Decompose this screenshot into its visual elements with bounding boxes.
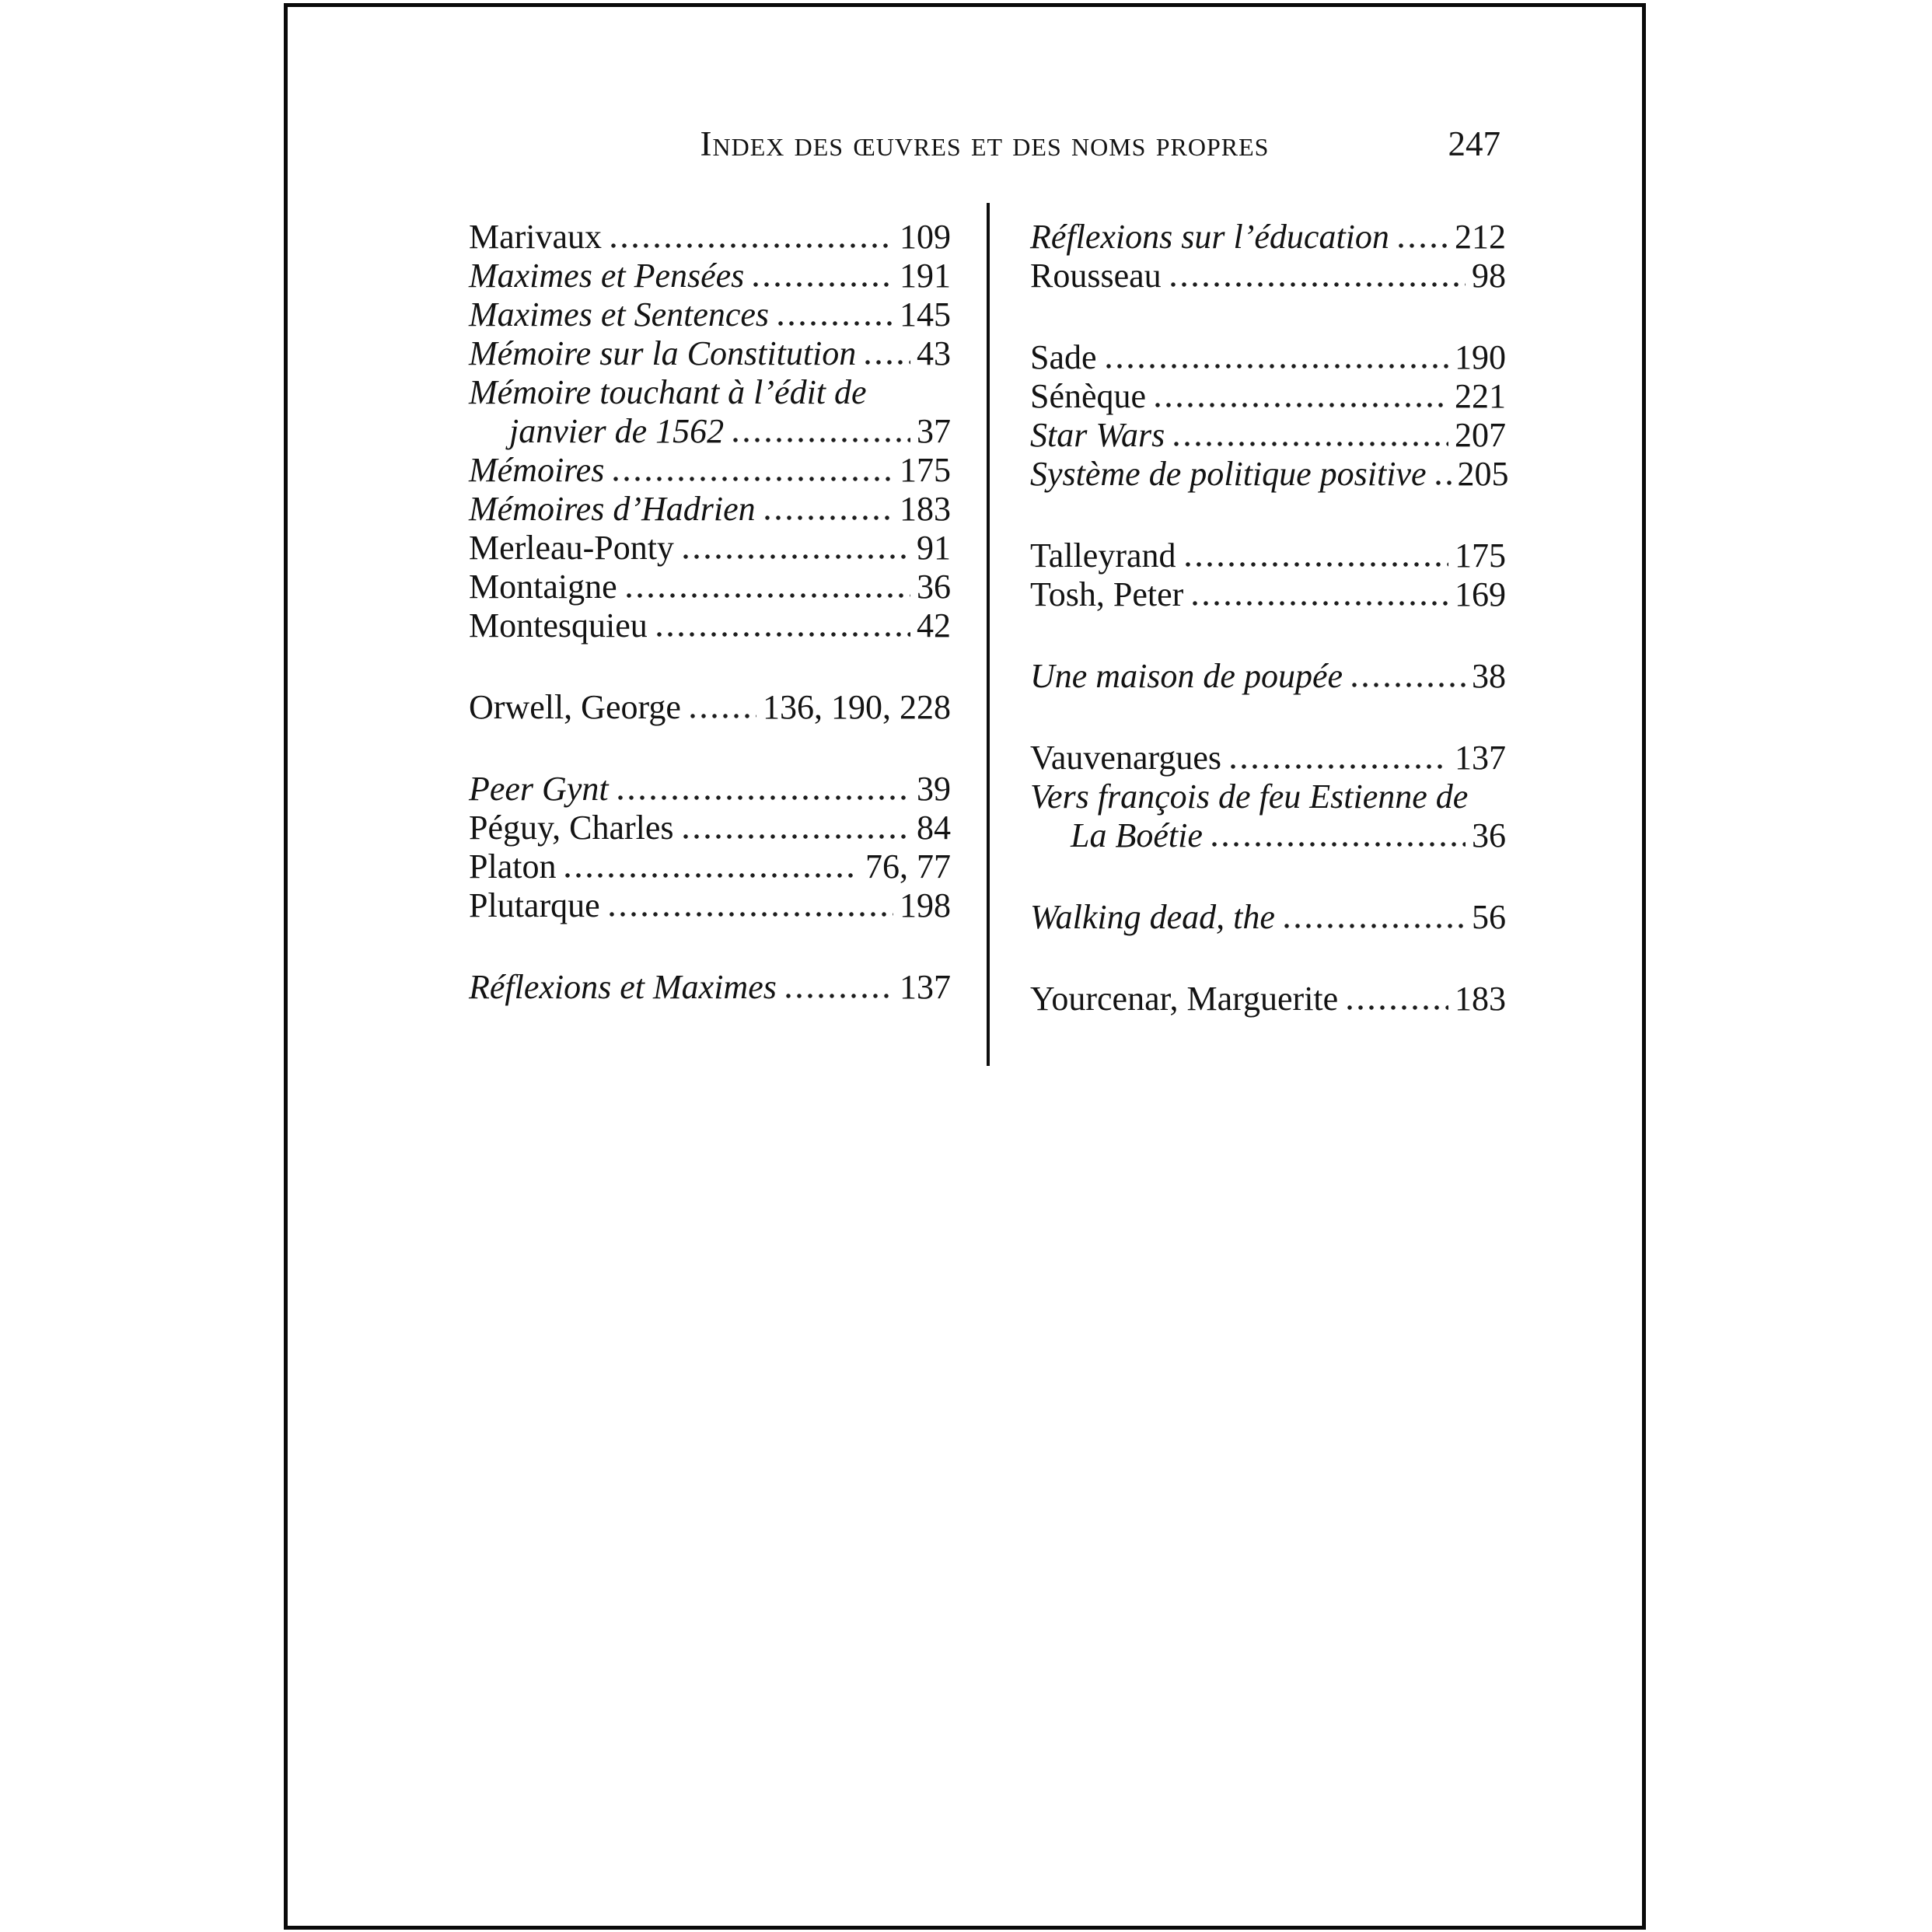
index-entry xyxy=(1030,575,1506,614)
entry-title: Montesquieu xyxy=(469,606,648,645)
index-entry xyxy=(469,334,951,373)
entry-title: Mémoire touchant à l’édit de xyxy=(469,373,867,411)
entry-title: Merleau-Ponty xyxy=(469,529,674,567)
leader-dots xyxy=(786,994,893,998)
entry-page-numbers: 169 xyxy=(1455,575,1506,613)
index-group xyxy=(1030,980,1506,1018)
index-group xyxy=(1030,536,1506,614)
entry-title: Montaigne xyxy=(469,568,617,606)
entry-title: Peer Gynt xyxy=(469,770,609,808)
entry-page-numbers: 145 xyxy=(900,295,951,334)
entry-title: Vers françois de feu Estienne de xyxy=(1030,777,1469,816)
entry-page-numbers: 109 xyxy=(900,218,951,256)
column-divider-rule xyxy=(987,203,990,1066)
leader-dots xyxy=(613,477,893,481)
entry-page-numbers: 56 xyxy=(1472,898,1506,936)
leader-dots xyxy=(1399,243,1448,248)
entry-title: Rousseau xyxy=(1030,257,1162,295)
entry-page-numbers: 221 xyxy=(1455,377,1506,415)
leader-dots xyxy=(1171,282,1466,287)
page-header xyxy=(469,124,1501,169)
entry-page-numbers: 91 xyxy=(917,529,951,567)
entry-page-numbers: 37 xyxy=(917,412,951,450)
index-entry xyxy=(469,529,951,568)
index-group xyxy=(1030,338,1509,494)
leader-dots xyxy=(683,554,910,559)
index-entry xyxy=(469,809,951,847)
leader-dots xyxy=(1231,764,1448,769)
index-group xyxy=(469,688,951,727)
leader-dots xyxy=(1284,924,1466,928)
index-entry xyxy=(1030,739,1506,777)
index-entry xyxy=(469,770,951,809)
entry-title: Star Wars xyxy=(1030,416,1165,454)
index-column-left xyxy=(469,218,951,1007)
index-column-right xyxy=(1030,218,1509,1018)
index-entry xyxy=(469,295,951,334)
entry-title: Platon xyxy=(469,847,557,886)
entry-page-numbers: 198 xyxy=(900,886,951,924)
leader-dots xyxy=(627,593,910,598)
entry-page-numbers: 190 xyxy=(1455,338,1506,376)
entry-title: Sénèque xyxy=(1030,377,1147,415)
leader-dots xyxy=(733,438,910,442)
entry-title: Mémoires d’Hadrien xyxy=(469,490,756,528)
leader-dots xyxy=(565,873,859,878)
entry-page-numbers: 43 xyxy=(917,334,951,372)
entry-page-numbers: 137 xyxy=(900,968,951,1006)
entry-title: Marivaux xyxy=(469,218,603,256)
entry-title: Réflexions sur l’éducation xyxy=(1030,218,1389,256)
entry-title: Plutarque xyxy=(469,886,600,924)
leader-dots xyxy=(1436,480,1452,485)
leader-dots xyxy=(610,912,893,917)
index-entry xyxy=(469,451,951,490)
index-entry xyxy=(1030,898,1506,937)
index-entry xyxy=(1030,777,1506,816)
page-number: 247 xyxy=(1448,124,1501,163)
entry-title: Yourcenar, Marguerite xyxy=(1030,980,1339,1018)
index-columns xyxy=(469,218,1511,1112)
index-entry xyxy=(469,847,951,886)
leader-dots xyxy=(611,243,893,248)
leader-dots xyxy=(683,834,910,839)
leader-dots xyxy=(1155,403,1448,407)
index-entry xyxy=(1030,980,1506,1018)
entry-title: Une maison de poupée xyxy=(1030,657,1343,695)
leader-dots xyxy=(1174,442,1448,446)
index-entry xyxy=(1030,338,1506,377)
entry-page-numbers: 136, 190, 228 xyxy=(763,688,951,726)
entry-title: Orwell, George xyxy=(469,688,681,726)
entry-page-numbers: 183 xyxy=(900,490,951,528)
leader-dots xyxy=(618,795,910,800)
index-entry xyxy=(469,490,951,529)
entry-page-numbers: 175 xyxy=(900,451,951,489)
index-group xyxy=(1030,898,1506,937)
entry-page-numbers: 137 xyxy=(1455,739,1506,777)
leader-dots xyxy=(1106,364,1448,369)
index-group xyxy=(469,968,951,1007)
entry-title: Maximes et Pensées xyxy=(469,257,745,295)
leader-dots xyxy=(657,632,910,637)
entry-page-numbers: 76, 77 xyxy=(865,847,951,886)
entry-page-numbers: 191 xyxy=(900,257,951,295)
leader-dots xyxy=(1212,842,1466,847)
leader-dots xyxy=(765,515,893,520)
leader-dots xyxy=(690,714,756,718)
entry-title: Walking dead, the xyxy=(1030,898,1275,936)
entry-title: Réflexions et Maximes xyxy=(469,968,777,1006)
index-entry xyxy=(469,218,951,257)
index-entry xyxy=(469,606,951,645)
index-group xyxy=(1030,739,1506,855)
entry-page-numbers: 98 xyxy=(1472,257,1506,295)
entry-page-numbers: 212 xyxy=(1455,218,1506,256)
book-page xyxy=(284,3,1646,1930)
index-entry xyxy=(1030,816,1506,855)
entry-title: La Boétie xyxy=(1071,816,1203,854)
entry-title: Vauvenargues xyxy=(1030,739,1221,777)
entry-page-numbers: 38 xyxy=(1472,657,1506,695)
entry-page-numbers: 36 xyxy=(1472,816,1506,854)
index-entry xyxy=(1030,455,1509,494)
index-entry xyxy=(469,257,951,295)
index-entry xyxy=(469,886,951,925)
entry-title: Talleyrand xyxy=(1030,536,1176,575)
entry-title: Maximes et Sentences xyxy=(469,295,770,334)
index-entry xyxy=(1030,657,1506,696)
index-entry xyxy=(469,968,951,1007)
entry-page-numbers: 36 xyxy=(917,568,951,606)
entry-title: Système de politique positive xyxy=(1030,455,1427,493)
entry-title: Péguy, Charles xyxy=(469,809,674,847)
entry-title: janvier de 1562 xyxy=(509,412,725,450)
entry-page-numbers: 42 xyxy=(917,606,951,645)
leader-dots xyxy=(778,321,893,326)
index-entry xyxy=(1030,536,1506,575)
leader-dots xyxy=(1352,683,1466,687)
entry-page-numbers: 175 xyxy=(1455,536,1506,575)
leader-dots xyxy=(753,282,893,287)
index-entry xyxy=(469,688,951,727)
index-group xyxy=(1030,218,1506,295)
running-title: Index des œuvres et des noms propres xyxy=(700,124,1270,163)
index-group xyxy=(1030,657,1506,696)
index-entry xyxy=(469,568,951,606)
entry-title: Mémoires xyxy=(469,451,605,489)
leader-dots xyxy=(865,360,910,365)
index-entry xyxy=(1030,257,1506,295)
index-entry xyxy=(1030,218,1506,257)
entry-page-numbers: 207 xyxy=(1455,416,1506,454)
index-entry xyxy=(469,373,951,412)
index-group xyxy=(469,218,951,645)
leader-dots xyxy=(1347,1005,1448,1010)
index-entry xyxy=(469,412,951,451)
entry-title: Sade xyxy=(1030,338,1097,376)
entry-page-numbers: 84 xyxy=(917,809,951,847)
entry-title: Mémoire sur la Constitution xyxy=(469,334,857,372)
leader-dots xyxy=(1186,562,1449,567)
entry-title: Tosh, Peter xyxy=(1030,575,1184,613)
entry-page-numbers: 39 xyxy=(917,770,951,808)
entry-page-numbers: 205 xyxy=(1457,455,1509,493)
index-group xyxy=(469,770,951,925)
leader-dots xyxy=(1193,601,1448,606)
index-entry xyxy=(1030,377,1506,416)
entry-page-numbers: 183 xyxy=(1455,980,1506,1018)
index-entry xyxy=(1030,416,1506,455)
